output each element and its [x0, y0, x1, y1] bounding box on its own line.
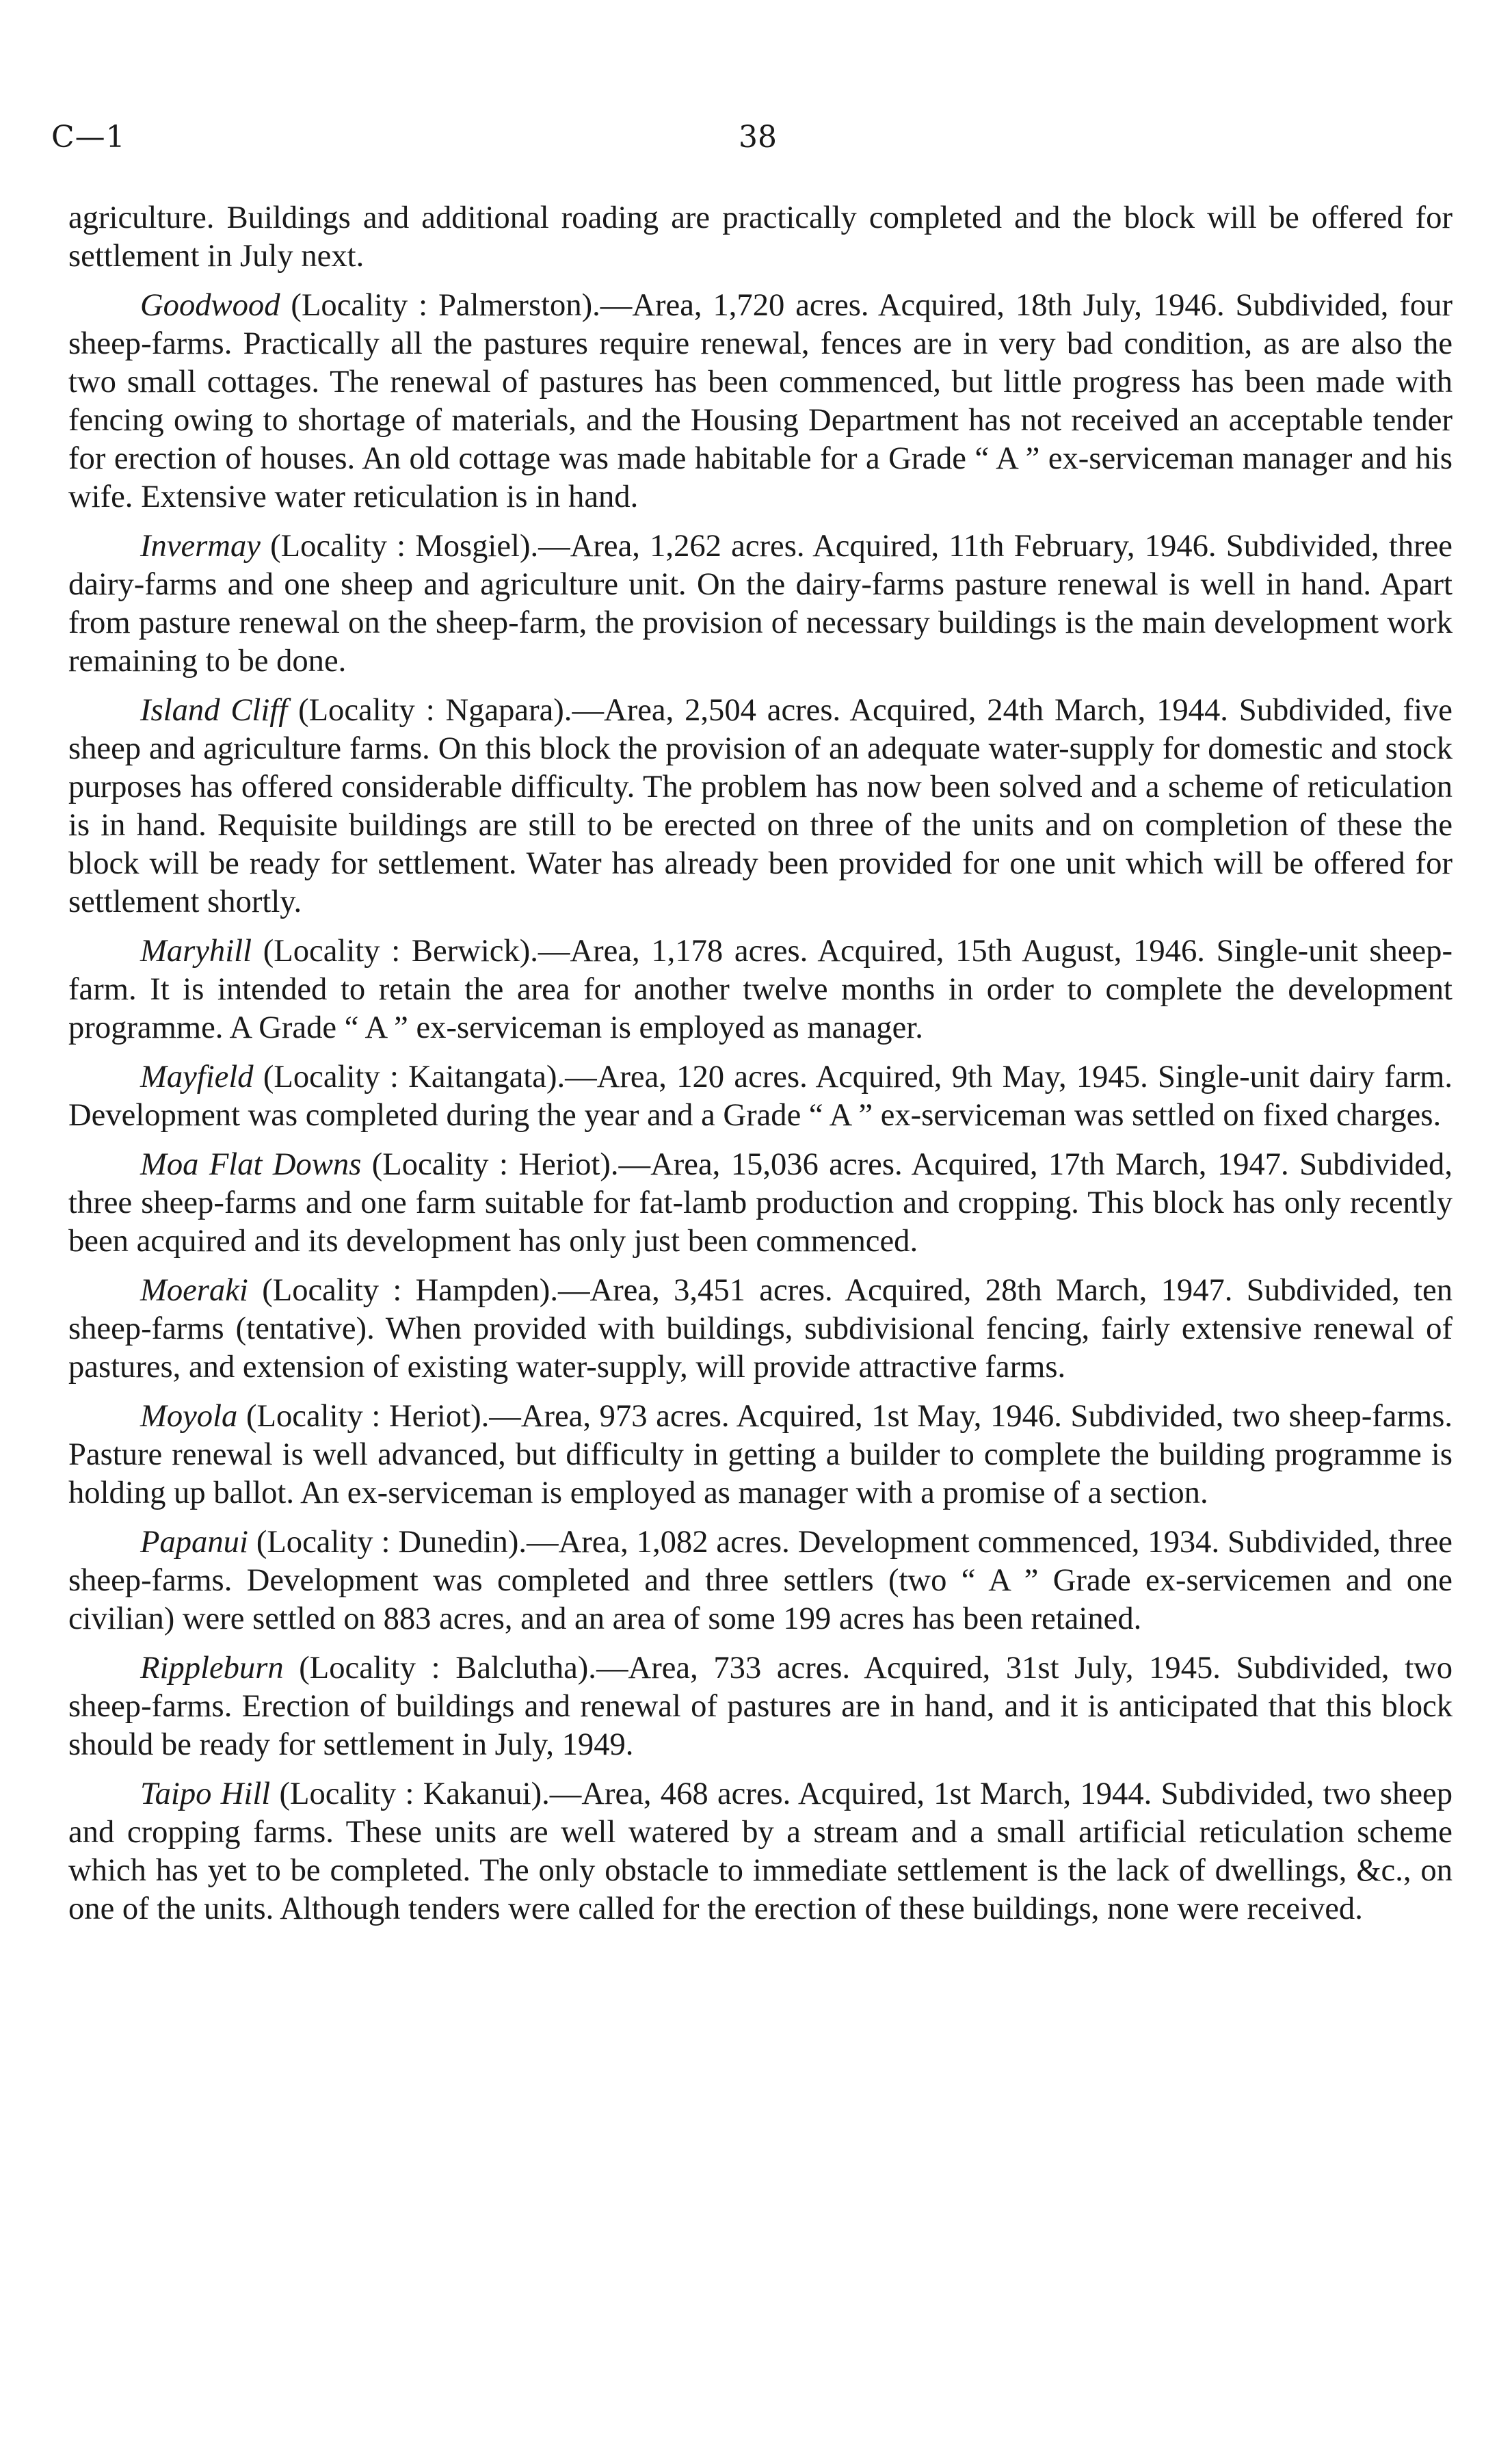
body-text: [68, 198, 1453, 1939]
block-paragraph-moeraki: [68, 1271, 1453, 1386]
page-number: 38: [739, 120, 777, 155]
document-reference: C—1: [51, 120, 126, 155]
block-paragraph-moyola: [68, 1397, 1453, 1512]
block-name: Mayfield: [140, 1059, 254, 1095]
block-paragraph-rippleburn: [68, 1649, 1453, 1764]
block-name: Moa Flat Downs: [140, 1146, 362, 1182]
block-description: (Locality : Palmerston).—Area, 1,720 acres. Acquired, 18th July, 1946. Subdivided, four sheep-farms. Practically all the pastures require renewal, fences are in very bad condition, as are also the two small cottages. The renewal of pastures has been commenced, but little progress has been made with fencing owing to shortage of materials, and the Housing Department has not received an acceptable tender for erection of houses. An old cottage was made habitable for a Grade “ A ” ex-serviceman manager and his wife. Extensive water reticulation is in hand.: [68, 287, 1453, 514]
block-name: Island Cliff: [140, 692, 288, 728]
block-description: (Locality : Berwick).—Area, 1,178 acres. Acquired, 15th August, 1946. Single-unit sheep-farm. It is intended to retain the area for another twelve months in order to complete the development programme. A Grade “ A ” ex-serviceman is employed as manager.: [68, 933, 1453, 1045]
block-paragraph-moa-flat-downs: [68, 1145, 1453, 1260]
block-name: Invermay: [140, 528, 261, 564]
block-paragraph-taipo-hill: [68, 1774, 1453, 1928]
block-paragraph-maryhill: [68, 932, 1453, 1047]
block-paragraph-mayfield: [68, 1058, 1453, 1134]
block-paragraph-island-cliff: [68, 691, 1453, 921]
block-description: (Locality : Balclutha).—Area, 733 acres. Acquired, 31st July, 1945. Subdivided, two sheep-farms. Erection of buildings and renewal of pastures are in hand, and it is anticipated that this block should be ready for settlement in July, 1949.: [68, 1650, 1453, 1762]
block-name: Moyola: [140, 1398, 238, 1434]
intro-paragraph: agriculture. Buildings and additional roading are practically completed and the block will be offered for settlement in July next.: [68, 200, 1453, 274]
block-name: Papanui: [140, 1524, 248, 1560]
block-description: (Locality : Ngapara).—Area, 2,504 acres. Acquired, 24th March, 1944. Subdivided, five sheep and agriculture farms. On this block the provision of an adequate water-supply for domestic and stock purposes has offered considerable difficulty. The problem has now been solved and a scheme of reticulation is in hand. Requisite buildings are still to be erected on three of the units and on completion of these the block will be ready for settlement. Water has already been provided for one unit which will be offered for settlement shortly.: [68, 692, 1453, 919]
block-description: (Locality : Kakanui).—Area, 468 acres. Acquired, 1st March, 1944. Subdivided, two sheep and cropping farms. These units are well watered by a stream and a small artificial reticulation scheme which has yet to be completed. The only obstacle to immediate settlement is the lack of dwellings, &c., on one of the units. Although tenders were called for the erection of these buildings, none were received.: [68, 1776, 1453, 1926]
block-name: Goodwood: [140, 287, 280, 323]
block-name: Maryhill: [140, 933, 252, 969]
block-description: (Locality : Heriot).—Area, 973 acres. Acquired, 1st May, 1946. Subdivided, two sheep-farms. Pasture renewal is well advanced, but difficulty in getting a builder to complete the building programme is holding up ballot. An ex-serviceman is employed as manager with a promise of a section.: [68, 1398, 1453, 1510]
block-paragraph-papanui: [68, 1523, 1453, 1638]
block-paragraph-goodwood: [68, 286, 1453, 516]
block-name: Taipo Hill: [140, 1776, 271, 1811]
block-paragraph-invermay: [68, 527, 1453, 680]
block-name: Moeraki: [140, 1272, 248, 1308]
block-description: (Locality : Heriot).—Area, 15,036 acres. Acquired, 17th March, 1947. Subdivided, three sheep-farms and one farm suitable for fat-lamb production and cropping. This block has only recently been acquired and its development has only just been commenced.: [68, 1146, 1453, 1259]
block-name: Rippleburn: [140, 1650, 284, 1686]
block-description: (Locality : Mosgiel).—Area, 1,262 acres. Acquired, 11th February, 1946. Subdivided, three dairy-farms and one sheep and agriculture unit. On the dairy-farms pasture renewal is well in hand. Apart from pasture renewal on the sheep-farm, the provision of necessary buildings is the main development work remaining to be done.: [68, 528, 1453, 679]
block-description: (Locality : Dunedin).—Area, 1,082 acres. Development commenced, 1934. Subdivided, three sheep-farms. Development was completed and three settlers (two “ A ” Grade ex-servicemen and one civilian) were settled on 883 acres, and an area of some 199 acres has been retained.: [68, 1524, 1453, 1636]
block-description: (Locality : Hampden).—Area, 3,451 acres. Acquired, 28th March, 1947. Subdivided, ten sheep-farms (tentative). When provided with buildings, subdivisional fencing, fairly extensive renewal of pastures, and extension of existing water-supply, will provide attractive farms.: [68, 1272, 1453, 1385]
block-description: (Locality : Kaitangata).—Area, 120 acres. Acquired, 9th May, 1945. Single-unit dairy farm. Development was completed during the year and a Grade “ A ” ex-serviceman was settled on fixed charges.: [68, 1059, 1453, 1133]
